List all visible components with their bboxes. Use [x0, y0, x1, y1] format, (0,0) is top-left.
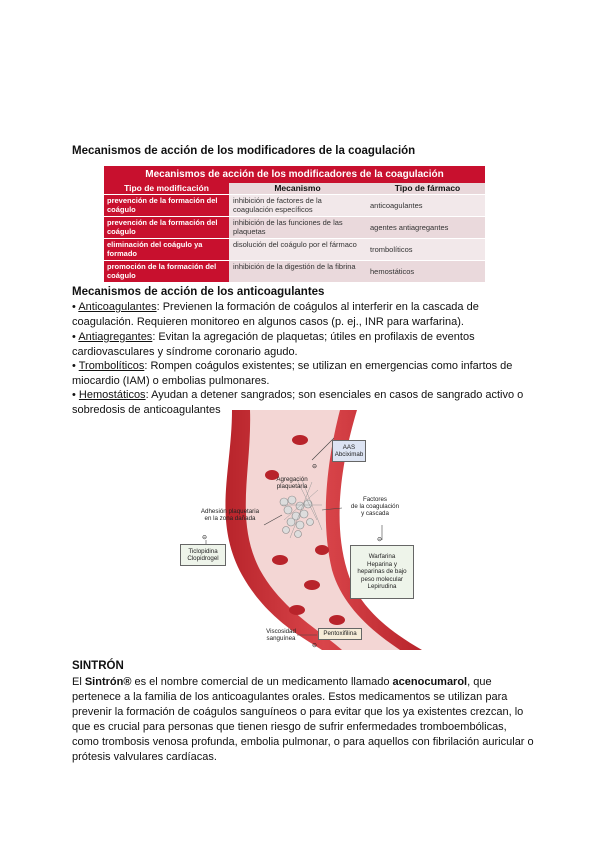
cell-farmaco: hemostáticos: [362, 261, 485, 282]
minus-icon: ⊖: [377, 536, 383, 543]
bullet-char: •: [72, 331, 76, 343]
bullet-char: •: [72, 360, 76, 372]
vessel-illustration: [172, 410, 442, 650]
desc-anticoagulantes: : Previenen la formación de coágulos al interferir en la cascada de coagulación. Requieren monitoreo en algunos casos (p. ej., INR para warfarina).: [72, 301, 479, 328]
term-antiagregantes: Antiagregantes: [78, 331, 153, 343]
label-pentoxifilina-box: Pentoxifilina: [318, 628, 362, 640]
header-farmaco: Tipo de fármaco: [394, 183, 461, 193]
label-adhesion: Adhesión plaquetaria en la zona dañada: [200, 508, 260, 522]
minus-icon: ⊖: [312, 642, 318, 649]
cell-farmaco: agentes antiagregantes: [362, 217, 485, 238]
sintron-paragraph: El Sintrón® es el nombre comercial de un medicamento llamado acenocumarol, que pertenece a la familia de los anticoagulantes orales. Estos medicamentos se utilizan para prevenir la formación de coágulos sanguíneos o para evitar que los ya existentes crezcan, lo que es crucial para personas que tienen riesgo de sufrir enfermedades tromboembólicas, como trombosis venosa profunda, embolia pulmonar, o para aquellos con fibrilación auricular o prótesis valvulares cardíacas.: [72, 676, 534, 763]
cell-farmaco: anticoagulantes: [370, 201, 423, 210]
cell-farmaco: trombolíticos: [370, 245, 413, 254]
cell-mecanismo: inhibición de factores de la coagulación específicos: [233, 196, 322, 214]
table-row: [104, 216, 485, 238]
term-tromboliticos: Trombolíticos: [78, 360, 145, 372]
bullet-antiagregantes: [72, 330, 532, 360]
sintron-brand: Sintrón®: [84, 676, 132, 688]
cell-mecanismo: disolución del coágulo por el fármaco: [233, 240, 357, 249]
coagulation-table: [104, 166, 485, 278]
heading-modificadores: Mecanismos de acción de los modificadores de la coagulación: [72, 145, 416, 157]
term-hemostaticos: Hemostáticos: [78, 389, 146, 401]
desc-tromboliticos: : Rompen coágulos existentes; se utilizan en emergencias como infartos de miocardio (IAM) o embolias pulmonares.: [72, 360, 513, 387]
cell-mecanismo: inhibición de la digestión de la fibrina: [229, 261, 362, 282]
bullet-anticoagulantes: [72, 300, 532, 330]
header-tipo: Tipo de modificación: [104, 183, 229, 194]
table-row: [104, 238, 485, 260]
label-viscosidad: Viscosidad sanguínea: [266, 628, 296, 642]
label-aas-box: AAS Abciximab: [332, 440, 366, 462]
bullet-char: •: [72, 389, 76, 401]
sintron-drug: acenocumarol: [392, 676, 468, 688]
blood-vessel-figure: [172, 410, 442, 650]
minus-icon: ⊖: [312, 463, 318, 470]
cell-mecanismo: inhibición de las funciones de las plaquetas: [229, 217, 362, 238]
label-agregacion: Agregación plaquetaria: [276, 476, 308, 490]
cell-tipo: eliminación del coágulo ya formado: [104, 239, 229, 260]
bullet-char: •: [72, 301, 76, 313]
header-mecanismo: Mecanismo: [274, 183, 321, 193]
table-row: [104, 260, 485, 282]
table-header: [104, 183, 485, 194]
sintron-title: SINTRÓN: [72, 660, 124, 672]
cell-tipo: prevención de la formación del coágulo: [104, 195, 229, 216]
label-factores: Factores de la coagulación y cascada: [350, 496, 400, 517]
term-anticoagulantes: Anticoagulantes: [78, 301, 157, 313]
desc-hemostaticos: : Ayudan a detener sangrados; son esenciales en casos de sangrado activo o sobredosis de anticoagulantes: [72, 389, 524, 416]
table-title: Mecanismos de acción de los modificadores de la coagulación: [104, 166, 485, 183]
label-ticlopidina-box: Ticlopidina Clopidrogel: [180, 544, 226, 566]
cell-tipo: prevención de la formación del coágulo: [104, 217, 229, 238]
bullet-tromboliticos: [72, 359, 532, 389]
label-warfarina-box: Warfarina Heparina y heparinas de bajo peso molecular Lepirudina: [350, 545, 414, 599]
desc-antiagregantes: : Evitan la agregación de plaquetas; útiles en profilaxis de eventos cardiovasculares y síndrome coronario agudo.: [72, 331, 475, 358]
table-row: [104, 194, 485, 216]
cell-tipo: promoción de la formación del coágulo: [104, 261, 229, 282]
heading-anticoagulantes: Mecanismos de acción de los anticoagulantes: [72, 286, 325, 298]
minus-icon: ⊖: [202, 534, 208, 541]
